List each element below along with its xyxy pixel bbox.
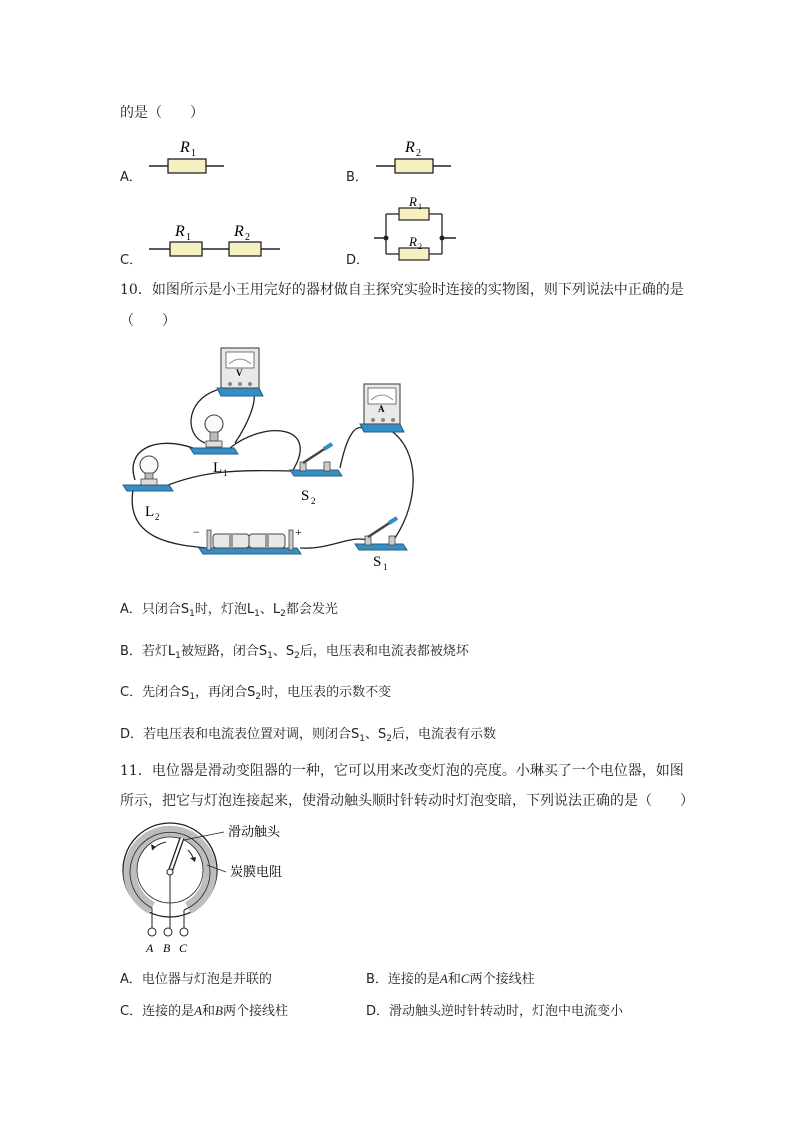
r1-label: R [180,139,190,156]
battery-minus: − [193,525,200,539]
q11-stem-line2: 所示，把它与灯泡连接起来，使滑动触头顺时针转动时灯泡变暗，下列说法正确的是（ ） [120,793,694,809]
q11-option-a: A．电位器与灯泡是并联的 [120,972,272,987]
s2-label: S [301,488,310,504]
terminal-b-label: B [163,941,171,955]
svg-text:R: R [234,223,244,240]
voltmeter-label: V [236,368,243,378]
terminal-c [180,928,188,936]
q9-option-b-label: B． [346,170,368,185]
svg-text:1: 1 [191,148,196,159]
q10-option-d: D．若电压表和电流表位置对调，则闭合$S_1$、$S_2$后，电流表有示数 [120,727,497,744]
battery [199,530,301,554]
q11-option-c: C．连接的是A和B两个接线柱 [120,1003,289,1019]
ammeter [360,384,404,432]
q11-option-d: D．滑动触头逆时针转动时，灯泡中电流变小 [366,1004,624,1019]
q11-potentiometer-figure [118,820,318,960]
resistor-r1 [168,159,206,173]
battery-plus: + [295,525,302,539]
svg-text:2: 2 [155,512,160,522]
l2-label: L [145,504,155,520]
q9-option-a-diagram [145,136,230,176]
switch-s1 [355,518,407,550]
q9-stem-tail: 的是（ ） [120,105,204,121]
terminal-a-label: A [146,941,154,955]
svg-text:2: 2 [311,496,316,506]
terminal-a [148,928,156,936]
resistor-r1 [170,242,202,256]
q9-option-c-label: C． [120,253,143,268]
ammeter-label: A [378,404,385,414]
voltmeter [217,348,263,396]
svg-text:2: 2 [416,148,421,159]
bulb-l2 [123,456,173,491]
q10-stem-line1: 10．如图所示是小王用完好的器材做自主探究实验时连接的实物图，则下列说法中正确的是 [120,282,684,298]
svg-text:1: 1 [418,202,422,211]
svg-text:1: 1 [223,468,228,478]
svg-text:R: R [409,194,417,209]
q10-stem-line2: （ ） [120,313,176,329]
q9-option-d-diagram [372,196,462,260]
q11-stem-line1: 11．电位器是滑动变阻器的一种，它可以用来改变灯泡的亮度。小琳买了一个电位器，如图 [120,763,684,779]
svg-text:1: 1 [186,232,191,243]
q10-option-a: A．只闭合$S_1$时，灯泡$L_1$、$L_2$都会发光 [120,602,338,619]
q10-option-b: B．若灯$L_1$被短路，闭合$S_1$、$S_2$后，电压表和电流表都被烧坏 [120,644,469,661]
q10-circuit-figure [115,340,425,580]
svg-text:2: 2 [245,232,250,243]
resistor-r2 [395,159,433,173]
q11-option-b: B．连接的是A和C两个接线柱 [366,971,535,987]
svg-text:1: 1 [383,562,388,572]
film-label: 炭膜电阻 [230,864,283,879]
q9-option-c-diagram [145,219,285,259]
r2-label: R [405,139,415,156]
s1-label: S [373,554,382,570]
q9-option-d-label: D． [346,253,370,268]
slider-label: 滑动触头 [228,824,281,839]
bulb-l1 [190,415,238,454]
q9-option-b-diagram [372,136,457,176]
resistor-r2 [229,242,261,256]
svg-text:R: R [409,234,417,249]
terminal-c-label: C [179,941,188,955]
terminal-b [164,928,172,936]
svg-text:2: 2 [418,242,422,251]
q9-option-a-label: A． [120,170,142,185]
q10-option-c: C．先闭合$S_1$，再闭合$S_2$时，电压表的示数不变 [120,685,392,702]
svg-text:R: R [175,223,185,240]
l1-label: L [213,460,223,476]
